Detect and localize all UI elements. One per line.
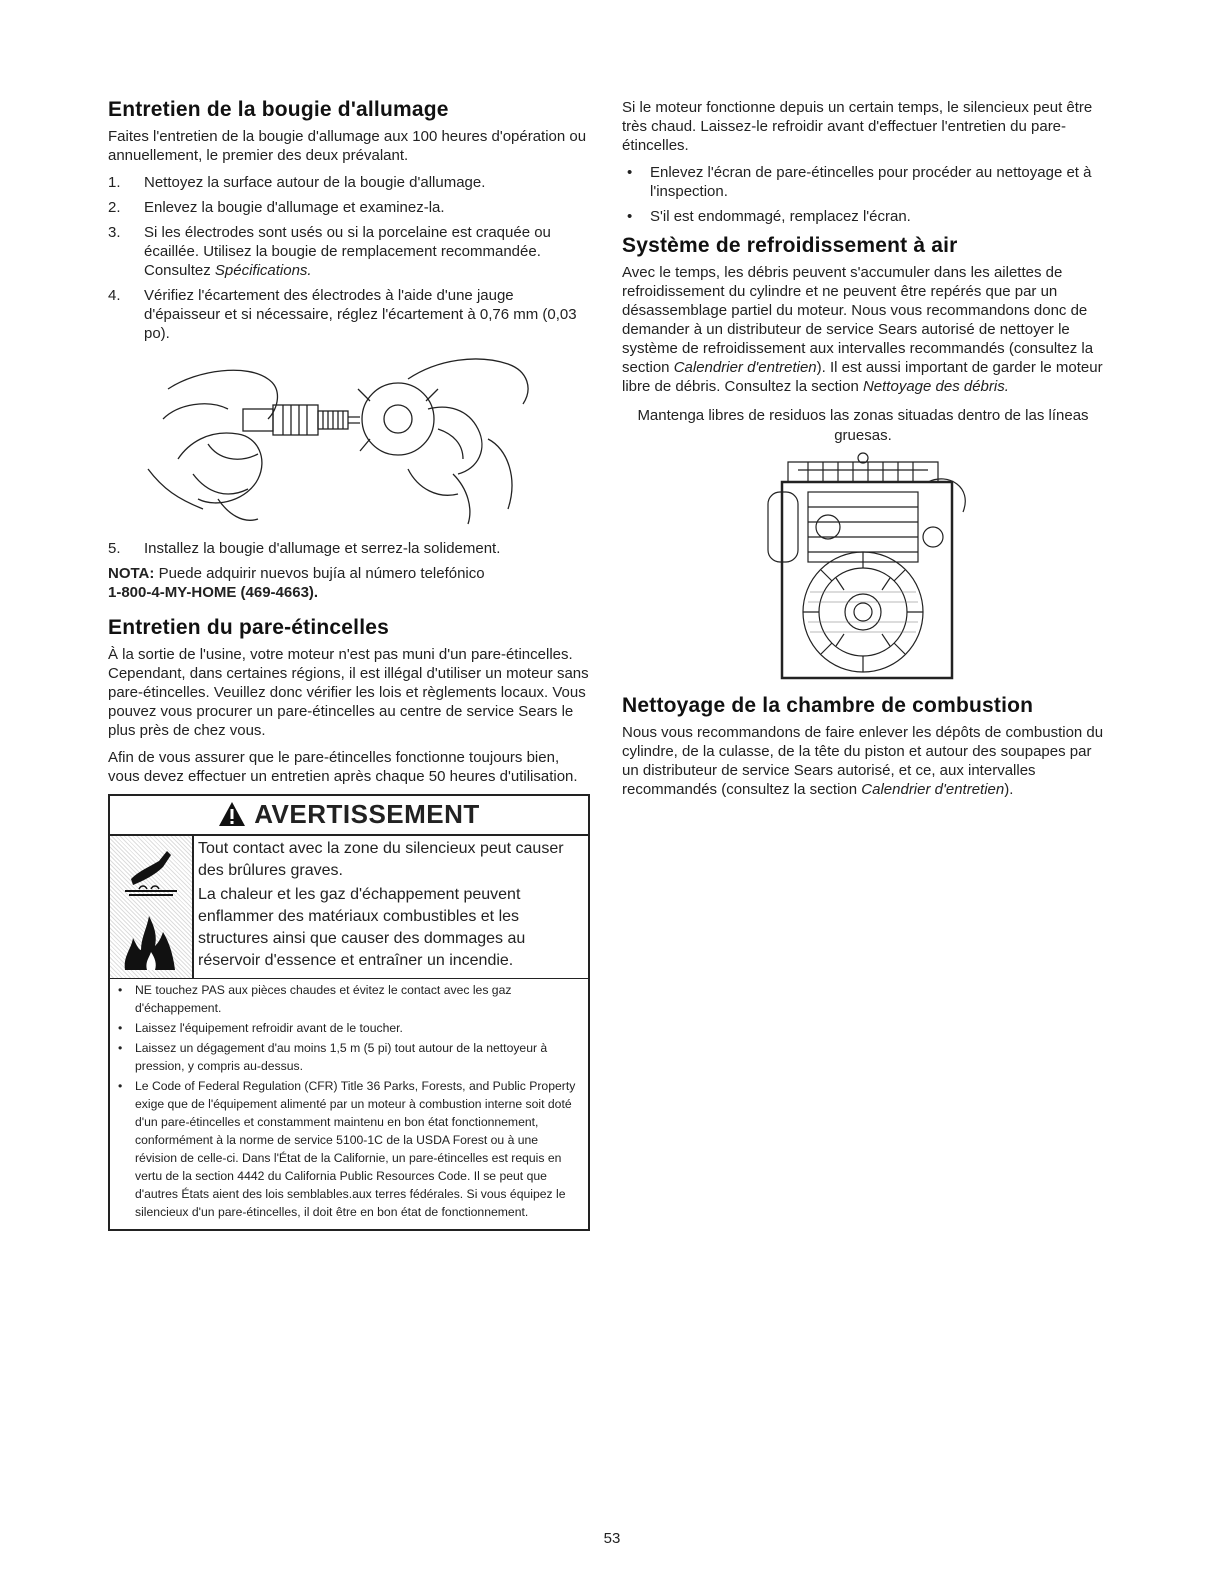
muffler-bullet: • Enlevez l'écran de pare-étincelles pour procéder au nettoyage et à l'inspection. <box>622 163 1104 201</box>
warning-box <box>108 794 590 1231</box>
debris-ref: Nettoyage des débris. <box>862 378 1009 395</box>
warning-item: • NE touchez PAS aux pièces chaudes et évitez le contact avec les gaz d'échappement. <box>116 981 582 1017</box>
note-label: NOTA: <box>108 565 155 582</box>
spark-arrestor-p1: À la sortie de l'usine, votre moteur n'est pas muni d'un pare-étincelles. Cependant, dans certaines régions, il est illégal d'utiliser un moteur sans pare-étincelles. Veuillez donc vérifier les lois et règlements locaux. Vous pouvez vous procurer un pare-étincelles au centre de service Sears le plus près de chez vous. <box>108 646 589 739</box>
spark-plug-steps-cont <box>108 539 590 558</box>
fire-icon <box>119 910 183 974</box>
warning-triangle-icon <box>218 801 246 827</box>
calendar-ref: Calendrier d'entretien <box>673 359 817 376</box>
page-number: 53 <box>603 1530 621 1547</box>
note-text: Puede adquirir nuevos bujía al número telefónico <box>158 565 485 582</box>
calendar-ref: Calendrier d'entretien <box>861 781 1005 798</box>
engine-cooling-illustration <box>622 452 1104 682</box>
warning-burn-text: Tout contact avec la zone du silencieux peut causer des brûlures graves. <box>198 840 564 879</box>
spark-arrestor-p2: Afin de vous assurer que le pare-étincelles fonctionne toujours bien, vous devez effectuer un entretien après chaque 50 heures d'utilisation. <box>108 749 578 785</box>
warning-text <box>194 836 588 978</box>
combustion-paragraph: Nous vous recommandons de faire enlever les dépôts de combustion du cylindre, de la culasse, de la tête du piston et autour des soupapes par un distributeur de service Sears autorisé, et ce, aux intervalles recommandés (consultez la section Calendrier d'entretien). <box>622 724 1104 798</box>
muffler-bullet: • S'il est endommagé, remplacez l'écran. <box>622 207 1104 226</box>
spark-plug-heading: Entretien de la bougie d'allumage <box>108 98 449 121</box>
warning-icons <box>110 836 194 978</box>
step-5: 5. Installez la bougie d'allumage et serrez-la solidement. <box>108 540 501 557</box>
step-4: 4. Vérifiez l'écartement des électrodes à l'aide d'une jauge d'épaisseur et si nécessaire, réglez l'écartement à 0,76 mm (0,03 po). <box>108 287 577 342</box>
combustion-heading: Nettoyage de la chambre de combustion <box>622 694 1034 717</box>
warning-main <box>110 836 588 979</box>
spark-plug-intro: Faites l'entretien de la bougie d'allumage aux 100 heures d'opération ou annuellement, le premier des deux prévalant. <box>108 128 587 164</box>
left-column <box>108 98 590 1231</box>
spark-plug-steps <box>108 173 590 343</box>
note-phone: 1-800-4-MY-HOME (469-4663). <box>108 584 319 601</box>
warning-item: • Laissez l'équipement refroidir avant de le toucher. <box>116 1019 582 1037</box>
cooling-paragraph: Avec le temps, les débris peuvent s'accumuler dans les ailettes de refroidissement du cylindre et ne peuvent être repérés que par un désassemblage partiel du moteur. Nous vous recommandons donc de demander à un distributeur de service Sears autorisé de nettoyer le système de refroidissement aux intervalles recommandés (consultez la section Calendrier d'entretien). Il est aussi important de garder le moteur libre de débris. Consultez la section Nettoyage des débris. <box>622 264 1103 395</box>
warning-item: • Laissez un dégagement d'au moins 1,5 m (5 pi) tout autour de la nettoyeur à pression, y compris au-dessus. <box>116 1039 582 1075</box>
muffler-paragraph: Si le moteur fonctionne depuis un certain temps, le silencieux peut être très chaud. Laissez-le refroidir avant d'effectuer l'entretien du pare-étincelles. <box>622 99 1093 154</box>
step-2: 2. Enlevez la bougie d'allumage et examinez-la. <box>108 199 445 216</box>
spark-plug-gap-illustration <box>108 349 590 529</box>
warning-list <box>110 979 588 1229</box>
warning-item: • Le Code of Federal Regulation (CFR) Title 36 Parks, Forests, and Public Property exige que de l'équipement alimenté par un moteur à combustion interne soit doté d'un pare-étincelles et constamment maintenu en bon état fonctionnement, conformément à la norme de service 5100-1C de la USDA Forest ou à une révision de celle-ci. Dans l'État de la Californie, un pare-étincelles est requis en vertu de la section 4442 du California Public Resources Code. Il se peut que d'autres États aient des lois semblables.aux terres fédérales. Si vous équipez le silencieux d'un pare-étincelles, il doit être en bon état de fonctionnement. <box>116 1077 582 1221</box>
note <box>108 564 590 602</box>
specifications-ref: Spécifications. <box>214 262 312 279</box>
hot-surface-icon <box>119 841 183 901</box>
warning-title: AVERTISSEMENT <box>110 796 588 836</box>
cooling-heading: Système de refroidissement à air <box>622 234 958 257</box>
step-3: 3. Si les électrodes sont usés ou si la porcelaine est craquée ou écaillée. Utilisez la bougie de remplacement recommandée. Consultez Spécifications. <box>108 224 551 279</box>
warning-fire-text: La chaleur et les gaz d'échappement peuvent enflammer des matériaux combustibles et les structures ainsi que causer des dommages au réservoir d'essence et entraîner un incendie. <box>198 886 526 969</box>
muffler-bullets <box>622 163 1104 226</box>
step-1: 1. Nettoyez la surface autour de la bougie d'allumage. <box>108 174 486 191</box>
spark-arrestor-heading: Entretien du pare-étincelles <box>108 616 390 639</box>
right-column <box>622 98 1104 807</box>
engine-caption: Mantenga libres de residuos las zonas situadas dentro de las líneas gruesas. <box>637 407 1089 444</box>
